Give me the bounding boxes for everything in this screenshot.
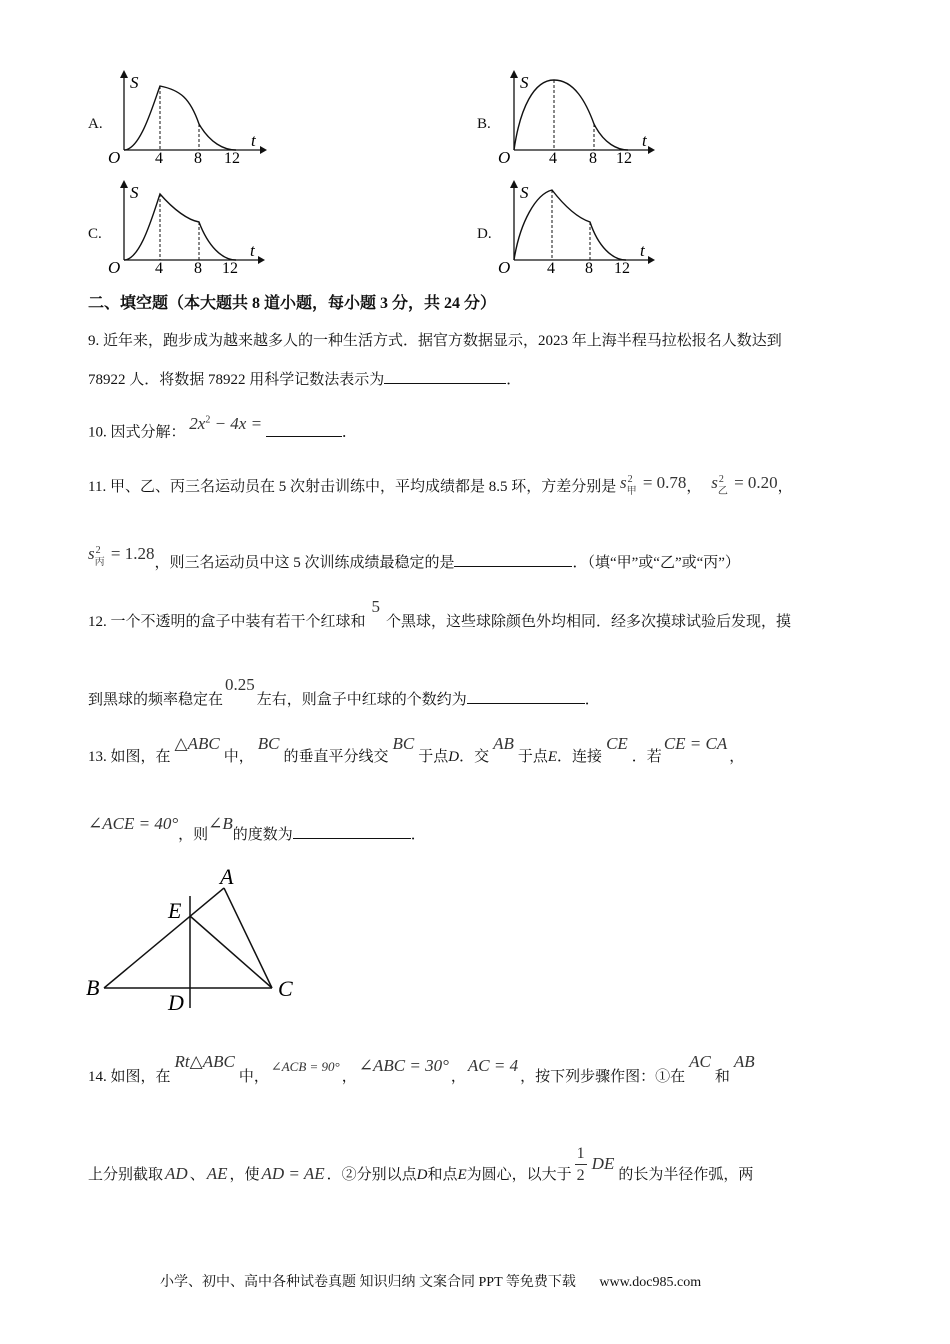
q14-text2: 中， [238, 1069, 269, 1085]
q11-s-jia [619, 473, 687, 498]
q14-text3: ，按下列步骤作图：①在 [520, 1069, 686, 1085]
option-c-graph [100, 178, 270, 274]
q14-angle-acb: ∠ACB = 90° [270, 1059, 340, 1074]
q12-number: 5 [371, 597, 381, 616]
q13-text1: 13. 如图，在 [88, 749, 171, 765]
x-axis-arrow [258, 256, 265, 264]
q12-text3: 到黑球的频率稳定在 [88, 692, 224, 708]
y-label: S [520, 73, 529, 92]
q12-line2 [88, 675, 600, 710]
q9-end: ． [506, 372, 522, 388]
q11-sep1: ， [686, 479, 702, 495]
q14-text10: 为圆心，以大于 [466, 1167, 572, 1183]
q13-d: D [448, 749, 460, 765]
option-b-graph [490, 68, 660, 164]
q13-text3: 的垂直平分线交 [283, 749, 389, 765]
q9-answer-blank[interactable] [384, 368, 506, 384]
curve [514, 190, 626, 260]
fraction-denominator: 2 [576, 1166, 585, 1184]
footer-text: 小学、初中、高中各种试卷真题 知识归纳 文案合同 PPT 等免费下载 [160, 1275, 576, 1290]
q12-frequency: 0.25 [225, 675, 255, 694]
q14-rt-triangle: Rt△ABC [174, 1052, 235, 1071]
q13-answer-blank[interactable] [293, 823, 411, 839]
q11-line2 [88, 544, 740, 573]
y-axis-arrow [510, 180, 518, 188]
q14-sep2: ， [450, 1069, 466, 1085]
point-c-label: C [278, 976, 293, 1001]
option-c-label: C. [88, 226, 102, 242]
s-symbol: s [88, 544, 95, 563]
q13-end: ． [410, 827, 426, 843]
q13-angle-b: ∠B [208, 814, 233, 833]
x-label: t [640, 241, 645, 260]
x-axis-arrow [648, 256, 655, 264]
q14-line1 [88, 1052, 755, 1087]
fraction-numerator: 1 [576, 1144, 585, 1162]
q13-text8: ．若 [631, 749, 662, 765]
tick-4: 4 [155, 150, 163, 164]
q11-line1 [88, 473, 793, 498]
sub: 甲 [626, 486, 637, 498]
option-a-label: A. [88, 116, 103, 132]
tick-8: 8 [194, 260, 202, 274]
s-symbol: s [619, 473, 627, 492]
sub: 丙 [94, 557, 105, 569]
y-label: S [520, 183, 529, 202]
q13-equation: CE = CA [663, 734, 728, 753]
option-a-graph [100, 68, 270, 164]
q13-text4: 于点 [418, 749, 449, 765]
q14-text7: ，使 [229, 1167, 260, 1183]
y-axis-arrow [510, 70, 518, 78]
q14-e: E [457, 1167, 467, 1183]
tick-8: 8 [194, 150, 202, 164]
option-b-label: B. [477, 116, 491, 132]
point-e-label: E [168, 898, 182, 923]
x-label: t [250, 241, 255, 260]
tick-8: 8 [585, 260, 593, 274]
q14-text9: 和点 [427, 1167, 458, 1183]
footer-url[interactable]: www.doc985.com [599, 1275, 702, 1290]
q12-text2: 个黑球，这些球除颜色外均相同．经多次摸球试验后发现，摸 [386, 614, 792, 630]
q13-line2 [88, 814, 426, 845]
tick-12: 12 [222, 260, 238, 274]
q11-text2: ，则三名运动员中这 5 次训练成绩最稳定的是 [154, 555, 455, 571]
q10-expr-a: 2x [189, 413, 206, 433]
q9-line1: 9. 近年来，跑步成为越来越多人的一种生活方式．据官方数据显示，2023 年上海半程马拉松报名人数达到 [88, 333, 782, 349]
tick-12: 12 [224, 150, 240, 164]
segment-ac [224, 888, 272, 988]
q13-text9: ，则 [178, 827, 209, 843]
q13-text7: ．连接 [557, 749, 603, 765]
q14-angle-abc: ∠ABC = 30° [358, 1056, 449, 1075]
curve [514, 80, 628, 150]
x-label: t [642, 131, 647, 150]
q11-sep2: ， [777, 479, 793, 495]
q10-expression [189, 414, 262, 433]
value: = 0.20 [729, 473, 778, 492]
x-axis-arrow [648, 146, 655, 154]
q13-triangle-figure [84, 862, 314, 1022]
q14-d: D [416, 1167, 428, 1183]
q13-line1 [88, 734, 745, 767]
q11-s-yi [711, 473, 778, 498]
footer [160, 1271, 701, 1291]
y-axis-arrow [120, 70, 128, 78]
origin-label: O [108, 148, 121, 164]
q13-angle: ∠ACE = 40° [88, 814, 179, 833]
q9-text: 78922 人．将数据 78922 用科学记数法表示为 [88, 372, 385, 388]
q11-text3: ．（填“甲”或“乙”或“丙”） [572, 555, 740, 571]
q14-ae: AE [206, 1164, 228, 1183]
tick-4: 4 [547, 260, 555, 274]
value: = 1.28 [106, 544, 155, 563]
exp: 2 [95, 545, 101, 557]
q14-ab: AB [733, 1052, 755, 1071]
q11-s-bing [88, 544, 155, 569]
curve [124, 194, 236, 260]
segment-ec [190, 916, 272, 988]
origin-label: O [498, 258, 511, 274]
tick-12: 12 [614, 260, 630, 274]
sub: 乙 [717, 486, 728, 498]
y-axis-arrow [120, 180, 128, 188]
q12-text1: 12. 一个不透明的盒子中装有若干个红球和 [88, 614, 366, 630]
section-heading: 二、填空题（本大题共 8 道小题，每小题 3 分，共 24 分） [88, 295, 497, 312]
q11-text1: 11. 甲、乙、丙三名运动员在 5 次射击训练中，平均成绩都是 8.5 环，方差分别是 [88, 479, 617, 495]
q13-text6: 于点 [517, 749, 548, 765]
point-a-label: A [220, 864, 234, 889]
q12-end: ． [584, 692, 600, 708]
x-axis-arrow [260, 146, 267, 154]
y-label: S [130, 183, 139, 202]
q9-line2 [88, 368, 521, 390]
q13-text2: 中， [223, 749, 254, 765]
origin-label: O [108, 258, 121, 274]
option-d-graph [490, 178, 660, 274]
q14-text5: 上分别截取 [88, 1167, 164, 1183]
x-label: t [251, 131, 256, 150]
option-d-label: D. [477, 226, 492, 242]
q13-triangle: △ABC [174, 734, 220, 753]
q10-prefix: 10. 因式分解： [88, 424, 186, 441]
curve [124, 86, 236, 150]
q14-fraction [574, 1144, 590, 1186]
point-d-label: D [168, 990, 184, 1015]
q13-bc2: BC [392, 734, 415, 753]
q14-de: DE [591, 1154, 615, 1173]
segment-ba [104, 888, 224, 988]
q14-text1: 14. 如图，在 [88, 1069, 171, 1085]
q14-ac: AC [689, 1052, 711, 1071]
q13-e: E [547, 749, 558, 765]
q10-expr-b: − 4x = [210, 413, 263, 433]
exp: 2 [627, 474, 633, 486]
origin-label: O [498, 148, 511, 164]
tick-4: 4 [549, 150, 557, 164]
q13-text10: 的度数为 [232, 827, 293, 843]
tick-8: 8 [589, 150, 597, 164]
q12-line1 [88, 597, 792, 632]
q12-answer-blank[interactable] [467, 688, 585, 704]
q13-ce: CE [606, 734, 628, 753]
q14-text6: 、 [189, 1167, 205, 1183]
q10-end: ． [341, 424, 357, 441]
s-symbol: s [711, 473, 718, 492]
q14-ad-equals-ae: AD = AE [261, 1164, 325, 1183]
q12-text4: 左右，则盒子中红球的个数约为 [256, 692, 467, 708]
fraction-bar [575, 1164, 587, 1165]
q14-line2 [88, 1144, 754, 1186]
q10-line [88, 413, 357, 443]
q13-text5: ．交 [459, 749, 490, 765]
tick-4: 4 [155, 260, 163, 274]
tick-12: 12 [616, 150, 632, 164]
value: = 0.78 [638, 473, 687, 492]
q13-ab: AB [493, 734, 514, 753]
q10-answer-blank[interactable] [266, 421, 342, 437]
q13-comma: ， [729, 749, 745, 765]
q10-exponent: 2 [205, 414, 211, 425]
q14-text4: 和 [714, 1069, 730, 1085]
q14-sep1: ， [341, 1069, 357, 1085]
point-b-label: B [86, 975, 100, 1000]
q14-text8: ．②分别以点 [326, 1167, 417, 1183]
q14-ad: AD [165, 1164, 188, 1183]
q11-answer-blank[interactable] [454, 551, 572, 567]
q13-bc1: BC [257, 734, 280, 753]
exp: 2 [718, 474, 724, 486]
q14-ac-length: AC = 4 [467, 1056, 519, 1075]
q14-text11: 的长为半径作弧，两 [618, 1167, 754, 1183]
y-label: S [130, 73, 139, 92]
